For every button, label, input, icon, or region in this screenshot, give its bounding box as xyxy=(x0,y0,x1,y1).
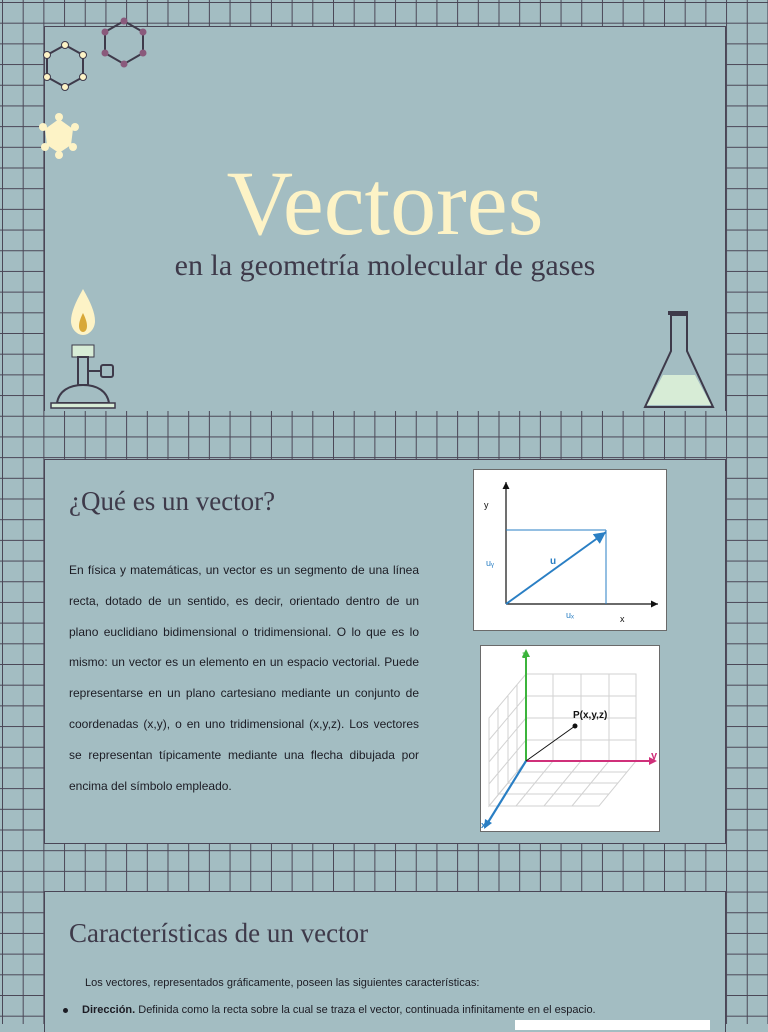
figure-ux-label: uₓ xyxy=(566,610,574,620)
figure-z-label: z xyxy=(522,650,527,661)
bullet-icon xyxy=(63,1008,68,1013)
figure-point-label: P(x,y,z) xyxy=(573,710,608,721)
page-subtitle: en la geometría molecular de gases xyxy=(174,249,596,282)
molecule-star-icon xyxy=(33,111,85,163)
hero-panel xyxy=(44,26,726,411)
vector-2d-figure xyxy=(473,469,667,631)
figure-y-label: y xyxy=(484,500,489,510)
figure-vector-label: u xyxy=(550,556,557,567)
section-heading: ¿Qué es un vector? xyxy=(69,486,276,516)
figure-uy-label: uᵧ xyxy=(486,558,494,568)
molecule-hexagon-icon xyxy=(39,41,91,93)
section-vector-characteristics xyxy=(44,891,726,1032)
figure-x-axis-label: x xyxy=(481,820,487,830)
molecule-hexagon-icon xyxy=(97,15,151,69)
erlenmeyer-flask-icon xyxy=(641,309,717,413)
figure-x-label: x xyxy=(620,614,625,624)
vector-3d-figure xyxy=(480,645,660,832)
page-title: Vectores xyxy=(226,152,544,254)
figure-y-axis-label: y xyxy=(651,750,658,762)
list-item-text: Definida como la recta sobre la cual se traza el vector, continuada infinitamente en el espacio. xyxy=(135,1004,596,1016)
list-item xyxy=(63,1004,703,1016)
section-heading: Características de un vector xyxy=(69,918,369,948)
section-what-is-vector xyxy=(44,459,726,844)
section-body-text: En física y matemáticas, un vector es un segmento de una línea recta, dotado de un sentido, es decir, orientado dentro de un plano euclidiano bidimensional o tridimensional. O lo que es lo mismo: un vector es un elemento en un espacio vectorial. Puede representarse en un plano cartesiano mediante un conjunto de coordenadas (x,y), o en uno tridimensional (x,y,z). Los vectores se representan típicamente mediante una flecha dibujada por encima del símbolo empleado. xyxy=(69,563,419,793)
section-intro-text: Los vectores, representados gráficamente, poseen las siguientes características: xyxy=(85,977,480,989)
page-edge-strip xyxy=(515,1020,710,1030)
bunsen-burner-icon xyxy=(47,285,119,411)
list-item-term: Dirección. xyxy=(82,1004,136,1016)
